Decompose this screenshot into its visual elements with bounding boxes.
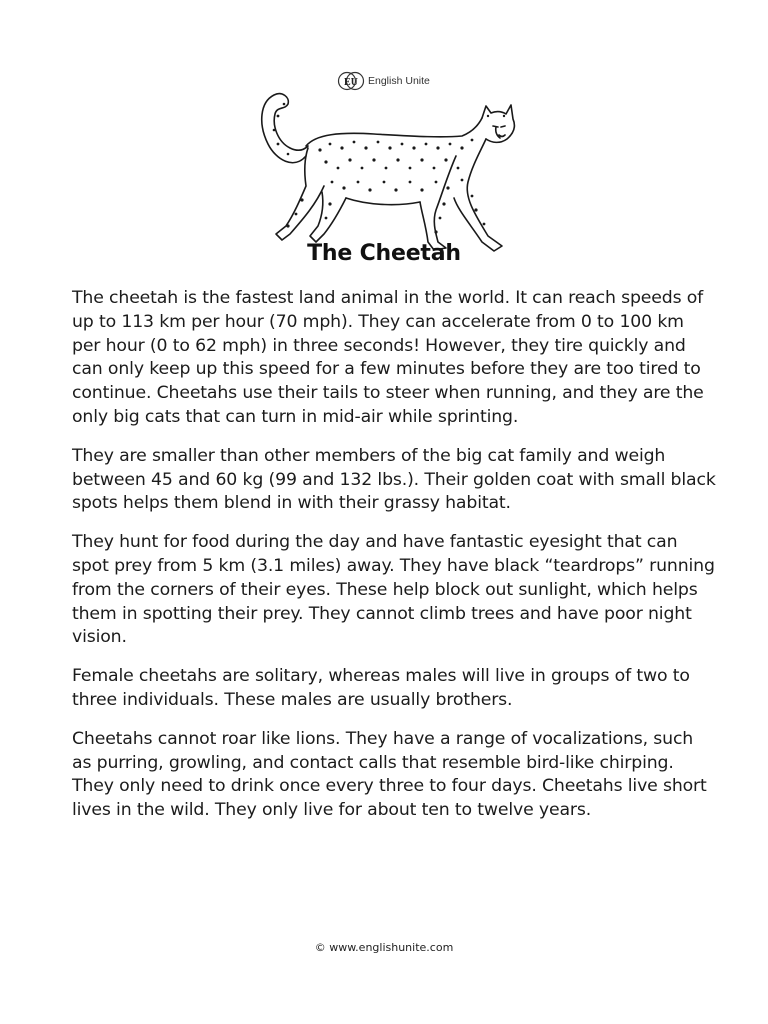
cheetah-illustration bbox=[250, 86, 520, 258]
page-title: The Cheetah bbox=[307, 241, 461, 266]
paragraph: The cheetah is the fastest land animal in the world. It can reach speeds of up to 113 km per hour (70 mph). They can accelerate from 0 to 100 km per hour (0 to 62 mph) in three seconds! However, they tire quickly and can only keep up this speed for a few minutes before they are too tired to continue. Cheetahs use their tails to steer when running, and they are the only big cats that can turn in mid-air while sprinting. bbox=[72, 288, 704, 427]
logo-mark-text: EU bbox=[344, 77, 358, 88]
logo-text: English Unite bbox=[368, 75, 430, 87]
paragraph: They hunt for food during the day and have fantastic eyesight that can spot prey from 5 km (3.1 miles) away. They have black “teardrops” running from the corners of their eyes. These help block out sunlight, which helps them in spotting their prey. They cannot climb trees and have poor night vision. bbox=[72, 532, 715, 648]
paragraph: Cheetahs cannot roar like lions. They have a range of vocalizations, such as purring, growling, and contact calls that resemble bird-like chirping. They only need to drink once every three to four days. Cheetahs live short lives in the wild. They only live for about ten to twelve years. bbox=[72, 728, 707, 821]
copyright-footer: © www.englishunite.com bbox=[314, 941, 454, 954]
paragraph: Female cheetahs are solitary, whereas males will live in groups of two to three individuals. These males are usually brothers. bbox=[72, 666, 690, 710]
article-body bbox=[72, 287, 716, 838]
paragraph: They are smaller than other members of the big cat family and weigh between 45 and 60 kg (99 and 132 lbs.). Their golden coat with small black spots helps them blend in with their grassy habitat. bbox=[72, 445, 716, 514]
